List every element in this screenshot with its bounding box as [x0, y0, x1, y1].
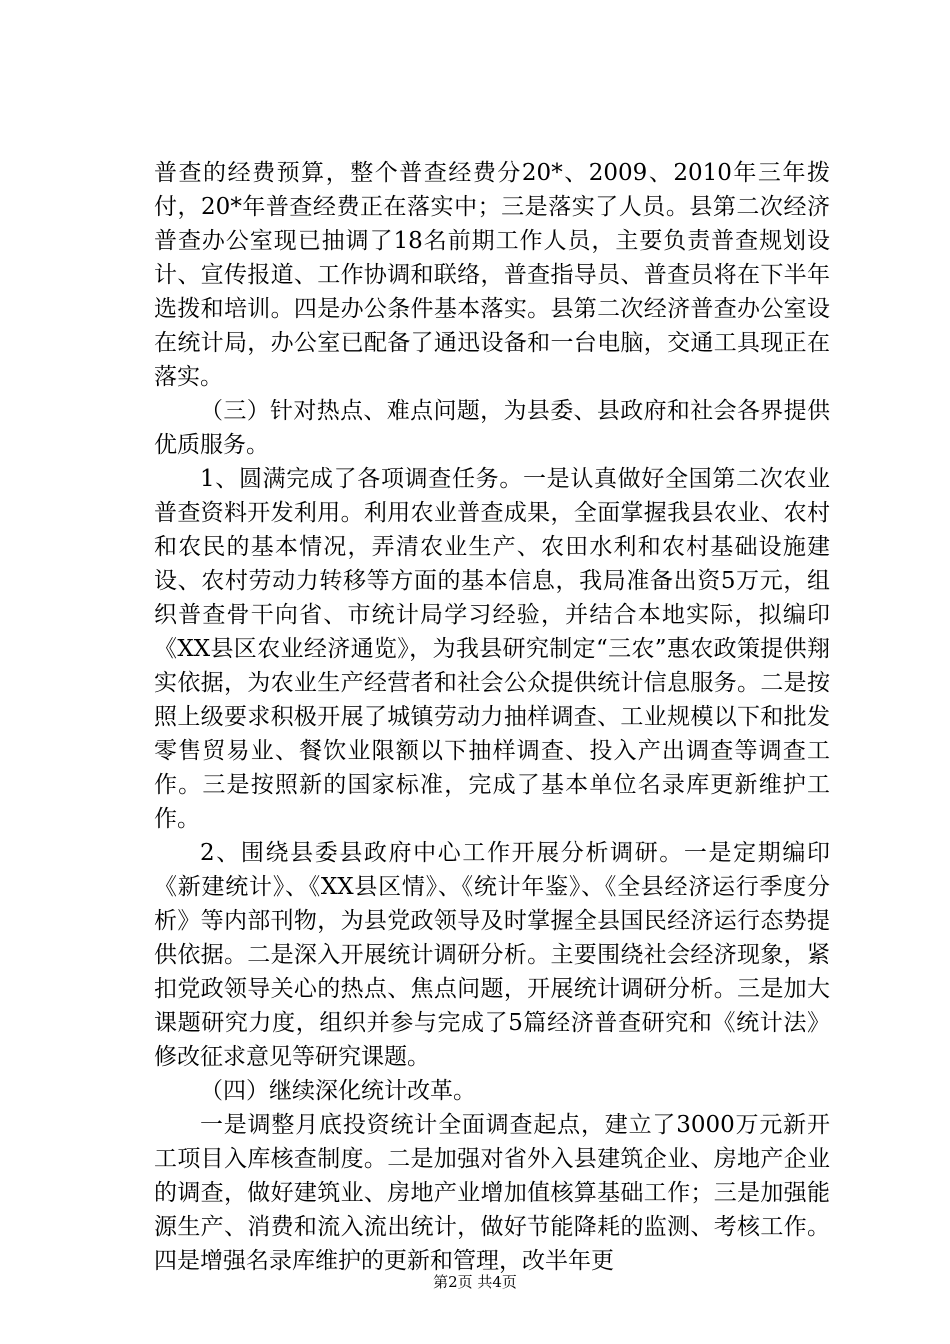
- section-heading-three: （三）针对热点、难点问题，为县委、县政府和社会各界提供优质服务。: [154, 398, 830, 458]
- paragraph-analysis-research: 2、围绕县委县政府中心工作开展分析调研。一是定期编印《新建统计》、《XX县区情》、《统计年鉴》、《全县经济运行季度分析》等内部刊物，为县党政领导及时掌握全县国民经济运行态势提供依据。二是深入开展统计调研分析。主要围绕社会经济现象，紧扣党政领导关心的热点、焦点问题，开展统计调研分析。三是加大课题研究力度，组织并参与完成了5篇经济普查研究和《统计法》修改征求意见等研究课题。: [154, 840, 830, 1070]
- page-number: 第2页 共4页: [433, 1273, 517, 1291]
- paragraph-survey-tasks: 1、圆满完成了各项调查任务。一是认真做好全国第二次农业普查资料开发利用。利用农业普查成果，全面掌握我县农业、农村和农民的基本情况，弄清农业生产、农田水利和农村基础设施建设、农村劳动力转移等方面的基本信息，我局准备出资5万元，组织普查骨干向省、市统计局学习经验，并结合本地实际，拟编印《XX县区农业经济通览》，为我县研究制定“三农”惠农政策提供翔实依据，为农业生产经营者和社会公众提供统计信息服务。二是按照上级要求积极开展了城镇劳动力抽样调查、工业规模以下和批发零售贸易业、餐饮业限额以下抽样调查、投入产出调查等调查工作。三是按照新的国家标准，完成了基本单位名录库更新维护工作。: [154, 466, 830, 832]
- section-heading-four: （四）继续深化统计改革。: [200, 1078, 476, 1104]
- paragraph-statistics-reform: 一是调整月底投资统计全面调查起点，建立了3000万元新开工项目入库核查制度。二是加强对省外入县建筑企业、房地产企业的调查，做好建筑业、房地产业增加值核算基础工作；三是加强能源生产、消费和流入流出统计，做好节能降耗的监测、考核工作。四是增强名录库维护的更新和管理，改半年更: [154, 1112, 830, 1274]
- paragraph-budget: 普查的经费预算，整个普查经费分20*、2009、2010年三年拨付，20*年普查经费正在落实中；三是落实了人员。县第二次经济普查办公室现已抽调了18名前期工作人员，主要负责普查规划设计、宣传报道、工作协调和联络，普查指导员、普查员将在下半年选拨和培训。四是办公条件基本落实。县第二次经济普查办公室设在统计局，办公室已配备了通迅设备和一台电脑，交通工具现正在落实。: [154, 160, 830, 390]
- page-footer: [0, 1272, 950, 1292]
- document-body: [154, 156, 830, 1278]
